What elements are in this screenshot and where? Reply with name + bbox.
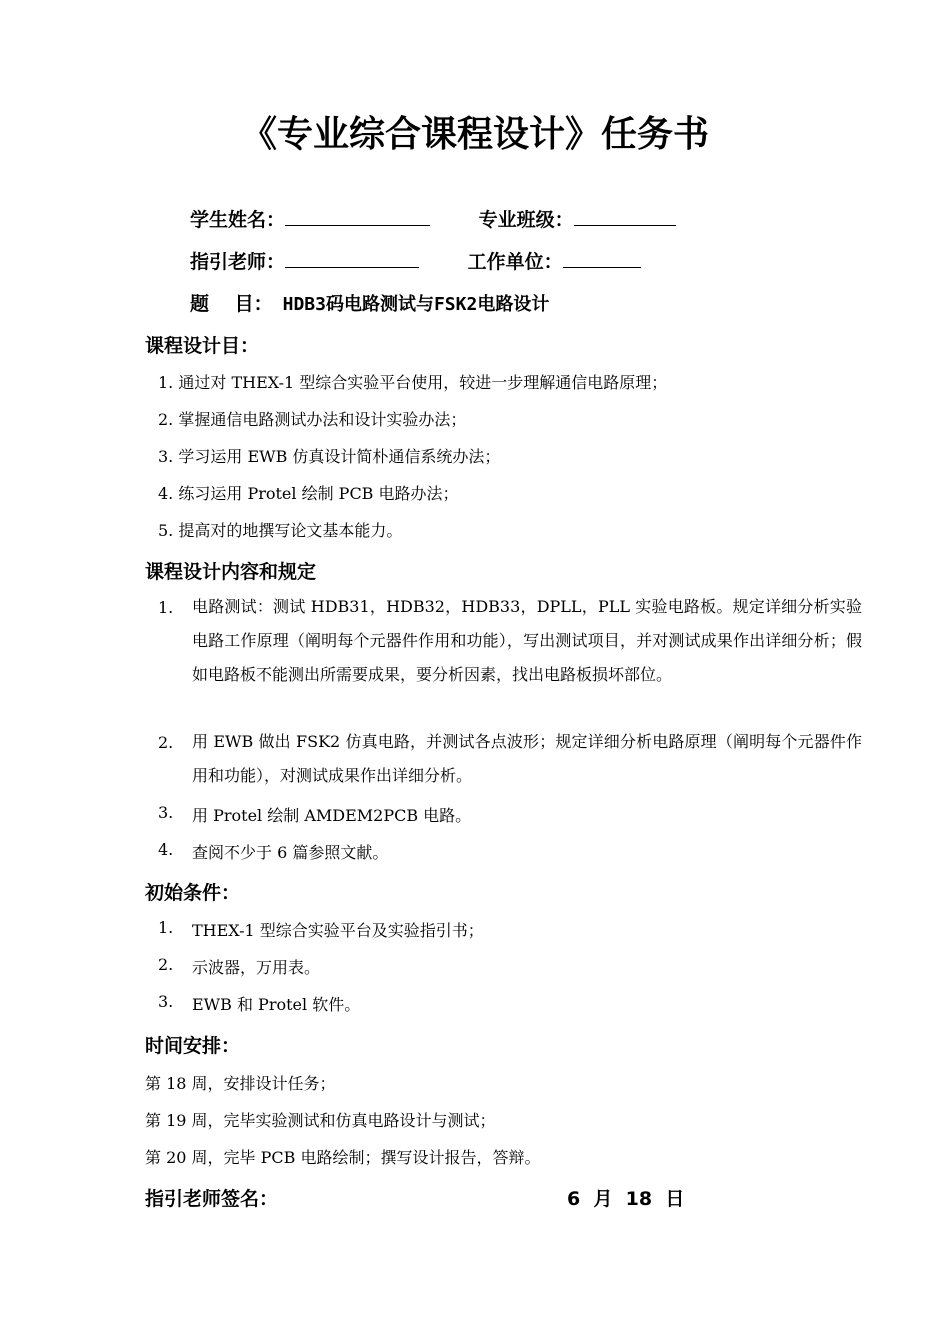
condition-item-text: EWB 和 Protel 软件。 — [192, 995, 361, 1014]
topic-row — [190, 289, 549, 316]
goal-item: 1. 通过对 THEX-1 型综合实验平台使用，较进一步理解通信电路原理； — [158, 373, 668, 392]
topic-value: HDB3码电路测试与FSK2电路设计 — [282, 294, 550, 315]
schedule-heading: 时间安排： — [145, 1035, 241, 1057]
teacher-blank — [285, 249, 419, 268]
student-info-row — [190, 205, 676, 232]
signature-label: 指引老师签名： — [145, 1188, 279, 1210]
work-unit-blank — [563, 249, 641, 268]
content-item-number: 2. — [158, 733, 174, 752]
document-title: 《专业综合课程设计》任务书 — [240, 114, 709, 155]
content-item-text: 电路测试：测试 HDB31，HDB32，HDB33，DPLL，PLL 实验电路板。规定详细分析实验电路工作原理（阐明每个元器件作用和功能），写出测试项目，并对测试成果作出详细分析；假如电路板不能测出所需要成果，要分析因素，找出电路板损坏部位。 — [192, 597, 862, 684]
goals-heading: 课程设计目： — [145, 335, 260, 357]
goal-item: 3. 学习运用 EWB 仿真设计简朴通信系统办法； — [158, 447, 501, 466]
signature-date: 6 月 18 日 — [567, 1188, 685, 1210]
goal-item: 4. 练习运用 Protel 绘制 PCB 电路办法； — [158, 484, 459, 503]
teacher-label: 指引老师： — [190, 251, 286, 273]
signature-row — [145, 1184, 845, 1211]
condition-item-number: 1. — [158, 918, 174, 937]
major-class-blank — [574, 207, 676, 226]
content-item-number: 1. — [158, 598, 174, 617]
condition-item-text: THEX-1 型综合实验平台及实验指引书； — [192, 921, 484, 940]
student-name-blank — [285, 207, 430, 226]
content-item-text: 用 EWB 做出 FSK2 仿真电路，并测试各点波形；规定详细分析电路原理（阐明每个元器件作用和功能），对测试成果作出详细分析。 — [192, 732, 862, 785]
teacher-info-row — [190, 247, 641, 274]
goal-item: 2. 掌握通信电路测试办法和设计实验办法； — [158, 410, 467, 429]
content-item-number: 4. — [158, 840, 174, 859]
work-unit-label: 工作单位： — [467, 251, 563, 273]
condition-item-number: 3. — [158, 992, 174, 1011]
goal-item: 5. 提高对的地撰写论文基本能力。 — [158, 521, 403, 540]
topic-label: 题 目： — [190, 293, 273, 315]
schedule-item: 第 18 周，安排设计任务； — [145, 1074, 336, 1093]
condition-item-number: 2. — [158, 955, 174, 974]
condition-item-text: 示波器，万用表。 — [192, 958, 321, 977]
schedule-item: 第 19 周，完毕实验测试和仿真电路设计与测试； — [145, 1111, 496, 1130]
student-name-label: 学生姓名： — [190, 209, 286, 231]
content-item-text: 用 Protel 绘制 AMDEM2PCB 电路。 — [192, 806, 472, 825]
content-heading: 课程设计内容和规定 — [145, 561, 317, 583]
content-item-text: 查阅不少于 6 篇参照文献。 — [192, 843, 389, 862]
conditions-heading: 初始条件： — [145, 882, 241, 904]
schedule-item: 第 20 周，完毕 PCB 电路绘制；撰写设计报告，答辩。 — [145, 1148, 541, 1167]
major-class-label: 专业班级： — [478, 209, 574, 231]
content-item-number: 3. — [158, 803, 174, 822]
